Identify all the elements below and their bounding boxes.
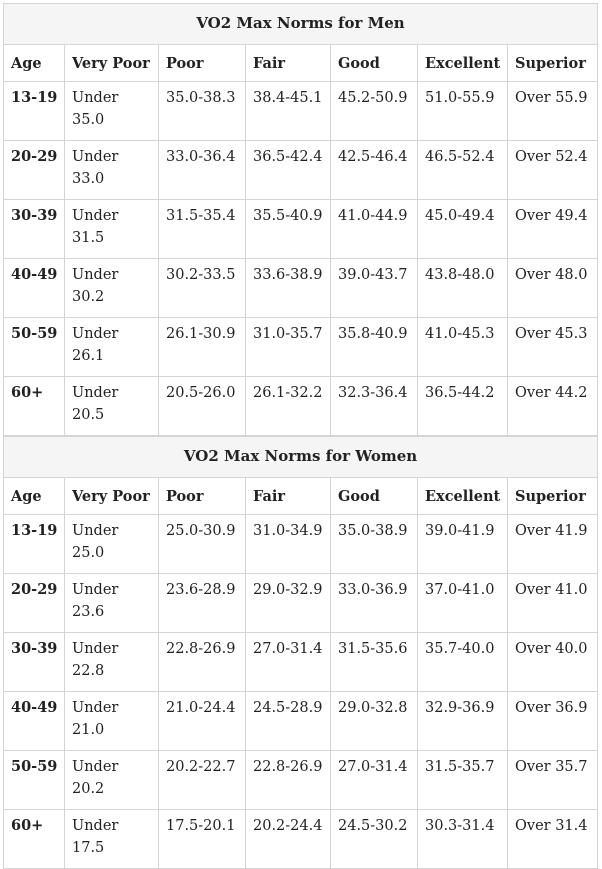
good-cell: 24.5-30.2 bbox=[331, 810, 418, 869]
column-header-superior: Superior bbox=[508, 478, 598, 515]
fair-cell: 31.0-34.9 bbox=[246, 515, 331, 574]
superior-cell: Over 36.9 bbox=[508, 692, 598, 751]
table-row bbox=[4, 810, 598, 869]
column-header-very-poor: Very Poor bbox=[65, 45, 159, 82]
superior-cell: Over 45.3 bbox=[508, 318, 598, 377]
table-row bbox=[4, 751, 598, 810]
excellent-cell: 32.9-36.9 bbox=[418, 692, 508, 751]
good-cell: 31.5-35.6 bbox=[331, 633, 418, 692]
age-cell: 13-19 bbox=[4, 82, 65, 141]
good-cell: 35.8-40.9 bbox=[331, 318, 418, 377]
excellent-cell: 37.0-41.0 bbox=[418, 574, 508, 633]
good-cell: 35.0-38.9 bbox=[331, 515, 418, 574]
table-row bbox=[4, 259, 598, 318]
excellent-cell: 51.0-55.9 bbox=[418, 82, 508, 141]
very-poor-cell: Under 25.0 bbox=[65, 515, 159, 574]
age-cell: 40-49 bbox=[4, 259, 65, 318]
age-cell: 60+ bbox=[4, 377, 65, 436]
column-header-poor: Poor bbox=[159, 45, 246, 82]
women-header-row bbox=[4, 478, 598, 515]
column-header-excellent: Excellent bbox=[418, 478, 508, 515]
very-poor-cell: Under 26.1 bbox=[65, 318, 159, 377]
age-cell: 40-49 bbox=[4, 692, 65, 751]
table-row bbox=[4, 515, 598, 574]
age-cell: 20-29 bbox=[4, 574, 65, 633]
good-cell: 33.0-36.9 bbox=[331, 574, 418, 633]
table-row bbox=[4, 633, 598, 692]
poor-cell: 35.0-38.3 bbox=[159, 82, 246, 141]
poor-cell: 17.5-20.1 bbox=[159, 810, 246, 869]
very-poor-cell: Under 20.2 bbox=[65, 751, 159, 810]
fair-cell: 38.4-45.1 bbox=[246, 82, 331, 141]
vo2-norms-tables bbox=[3, 3, 597, 869]
poor-cell: 33.0-36.4 bbox=[159, 141, 246, 200]
fair-cell: 20.2-24.4 bbox=[246, 810, 331, 869]
age-cell: 50-59 bbox=[4, 751, 65, 810]
column-header-fair: Fair bbox=[246, 45, 331, 82]
poor-cell: 30.2-33.5 bbox=[159, 259, 246, 318]
fair-cell: 31.0-35.7 bbox=[246, 318, 331, 377]
superior-cell: Over 41.0 bbox=[508, 574, 598, 633]
age-cell: 20-29 bbox=[4, 141, 65, 200]
women-table-title: VO2 Max Norms for Women bbox=[4, 437, 598, 478]
table-row bbox=[4, 574, 598, 633]
poor-cell: 22.8-26.9 bbox=[159, 633, 246, 692]
excellent-cell: 35.7-40.0 bbox=[418, 633, 508, 692]
very-poor-cell: Under 23.6 bbox=[65, 574, 159, 633]
age-cell: 50-59 bbox=[4, 318, 65, 377]
very-poor-cell: Under 21.0 bbox=[65, 692, 159, 751]
poor-cell: 21.0-24.4 bbox=[159, 692, 246, 751]
superior-cell: Over 49.4 bbox=[508, 200, 598, 259]
superior-cell: Over 31.4 bbox=[508, 810, 598, 869]
very-poor-cell: Under 30.2 bbox=[65, 259, 159, 318]
column-header-superior: Superior bbox=[508, 45, 598, 82]
excellent-cell: 31.5-35.7 bbox=[418, 751, 508, 810]
superior-cell: Over 48.0 bbox=[508, 259, 598, 318]
poor-cell: 20.2-22.7 bbox=[159, 751, 246, 810]
fair-cell: 24.5-28.9 bbox=[246, 692, 331, 751]
table-row bbox=[4, 318, 598, 377]
column-header-excellent: Excellent bbox=[418, 45, 508, 82]
good-cell: 41.0-44.9 bbox=[331, 200, 418, 259]
very-poor-cell: Under 33.0 bbox=[65, 141, 159, 200]
poor-cell: 20.5-26.0 bbox=[159, 377, 246, 436]
excellent-cell: 45.0-49.4 bbox=[418, 200, 508, 259]
very-poor-cell: Under 31.5 bbox=[65, 200, 159, 259]
age-cell: 60+ bbox=[4, 810, 65, 869]
excellent-cell: 41.0-45.3 bbox=[418, 318, 508, 377]
women-norms-table bbox=[3, 436, 598, 869]
superior-cell: Over 44.2 bbox=[508, 377, 598, 436]
excellent-cell: 46.5-52.4 bbox=[418, 141, 508, 200]
fair-cell: 22.8-26.9 bbox=[246, 751, 331, 810]
men-table-title: VO2 Max Norms for Men bbox=[4, 4, 598, 45]
column-header-very-poor: Very Poor bbox=[65, 478, 159, 515]
men-header-row bbox=[4, 45, 598, 82]
poor-cell: 31.5-35.4 bbox=[159, 200, 246, 259]
poor-cell: 26.1-30.9 bbox=[159, 318, 246, 377]
table-row bbox=[4, 200, 598, 259]
superior-cell: Over 52.4 bbox=[508, 141, 598, 200]
table-row bbox=[4, 141, 598, 200]
table-row bbox=[4, 82, 598, 141]
table-row bbox=[4, 377, 598, 436]
excellent-cell: 30.3-31.4 bbox=[418, 810, 508, 869]
fair-cell: 29.0-32.9 bbox=[246, 574, 331, 633]
column-header-poor: Poor bbox=[159, 478, 246, 515]
superior-cell: Over 41.9 bbox=[508, 515, 598, 574]
fair-cell: 36.5-42.4 bbox=[246, 141, 331, 200]
column-header-age: Age bbox=[4, 478, 65, 515]
age-cell: 30-39 bbox=[4, 200, 65, 259]
very-poor-cell: Under 35.0 bbox=[65, 82, 159, 141]
fair-cell: 27.0-31.4 bbox=[246, 633, 331, 692]
excellent-cell: 36.5-44.2 bbox=[418, 377, 508, 436]
column-header-fair: Fair bbox=[246, 478, 331, 515]
excellent-cell: 43.8-48.0 bbox=[418, 259, 508, 318]
superior-cell: Over 55.9 bbox=[508, 82, 598, 141]
table-row bbox=[4, 692, 598, 751]
poor-cell: 23.6-28.9 bbox=[159, 574, 246, 633]
fair-cell: 33.6-38.9 bbox=[246, 259, 331, 318]
very-poor-cell: Under 17.5 bbox=[65, 810, 159, 869]
good-cell: 29.0-32.8 bbox=[331, 692, 418, 751]
men-norms-table bbox=[3, 3, 598, 436]
good-cell: 42.5-46.4 bbox=[331, 141, 418, 200]
age-cell: 30-39 bbox=[4, 633, 65, 692]
column-header-age: Age bbox=[4, 45, 65, 82]
very-poor-cell: Under 20.5 bbox=[65, 377, 159, 436]
very-poor-cell: Under 22.8 bbox=[65, 633, 159, 692]
poor-cell: 25.0-30.9 bbox=[159, 515, 246, 574]
column-header-good: Good bbox=[331, 45, 418, 82]
excellent-cell: 39.0-41.9 bbox=[418, 515, 508, 574]
good-cell: 45.2-50.9 bbox=[331, 82, 418, 141]
fair-cell: 35.5-40.9 bbox=[246, 200, 331, 259]
superior-cell: Over 35.7 bbox=[508, 751, 598, 810]
age-cell: 13-19 bbox=[4, 515, 65, 574]
good-cell: 32.3-36.4 bbox=[331, 377, 418, 436]
superior-cell: Over 40.0 bbox=[508, 633, 598, 692]
good-cell: 39.0-43.7 bbox=[331, 259, 418, 318]
column-header-good: Good bbox=[331, 478, 418, 515]
good-cell: 27.0-31.4 bbox=[331, 751, 418, 810]
fair-cell: 26.1-32.2 bbox=[246, 377, 331, 436]
